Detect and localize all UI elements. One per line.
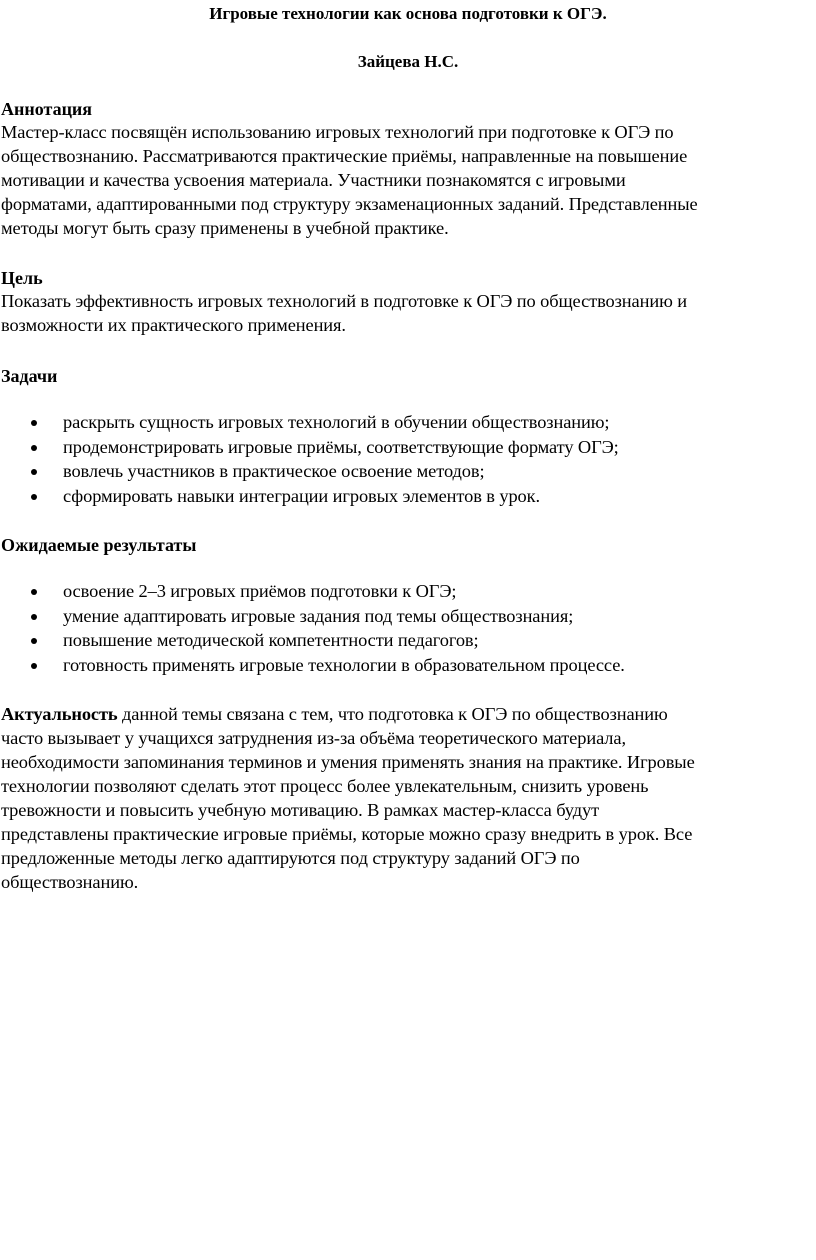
bullet-icon — [31, 663, 37, 669]
tasks-list — [1, 410, 813, 508]
bullet-icon — [31, 589, 37, 595]
list-item — [1, 410, 813, 435]
relevance-line: данной темы связана с тем, что подготовка к ОГЭ по обществознанию — [117, 704, 668, 724]
annotation-line: обществознанию. Рассматриваются практические приёмы, направленные на повышение — [1, 146, 688, 166]
goal-line: возможности их практического применения. — [1, 315, 346, 335]
bullet-icon — [31, 638, 37, 644]
list-item — [1, 435, 813, 460]
list-item-text: продемонстрировать игровые приёмы, соответствующие формату ОГЭ; — [63, 436, 619, 457]
annotation-line: Мастер-класс посвящён использованию игровых технологий при подготовке к ОГЭ по — [1, 122, 674, 142]
list-item-text: повышение методической компетентности педагогов; — [63, 630, 479, 650]
relevance-line: технологии позволяют сделать этот процесс более увлекательным, снизить уровень — [1, 776, 649, 796]
results-heading: Ожидаемые результаты — [1, 535, 197, 555]
list-item — [1, 484, 813, 509]
list-item-text: готовность применять игровые технологии в образовательном процессе. — [63, 654, 625, 675]
relevance-line: тревожности и повысить учебную мотивацию. В рамках мастер-класса будут — [1, 800, 600, 820]
tasks-section — [1, 365, 813, 387]
bullet-icon — [31, 469, 37, 475]
relevance-line: предложенные методы легко адаптируются под структуру заданий ОГЭ по — [1, 848, 580, 868]
annotation-line: форматами, адаптированными под структуру экзаменационных заданий. Представленные — [1, 194, 698, 214]
bullet-icon — [31, 420, 37, 426]
document-author: Зайцева Н.С. — [357, 52, 459, 71]
bullet-icon — [31, 494, 37, 500]
tasks-heading: Задачи — [1, 366, 58, 386]
annotation-text — [1, 120, 813, 240]
relevance-line: представлены практические игровые приёмы, которые можно сразу внедрить в урок. Все — [1, 824, 693, 844]
list-item-text: сформировать навыки интеграции игровых элементов в урок. — [63, 485, 540, 506]
annotation-heading: Аннотация — [1, 99, 93, 119]
results-list-wrap — [1, 579, 813, 677]
relevance-line: необходимости запоминания терминов и умения применять знания на практике. Игровые — [1, 752, 695, 772]
goal-text — [1, 289, 813, 337]
goal-heading: Цель — [1, 268, 43, 288]
relevance-section — [1, 702, 813, 894]
bullet-icon — [31, 445, 37, 451]
list-item — [1, 459, 813, 484]
relevance-line: часто вызывает у учащихся затруднения из-за объёма теоретического материала, — [1, 728, 626, 748]
results-list — [1, 579, 813, 677]
list-item-text: вовлечь участников в практическое освоение методов; — [63, 461, 485, 481]
relevance-lead: Актуальность — [1, 704, 118, 724]
document-title: Игровые технологии как основа подготовки к ОГЭ. — [209, 4, 607, 23]
annotation-section — [1, 98, 813, 240]
results-section — [1, 534, 813, 556]
goal-line: Показать эффективность игровых технологий в подготовке к ОГЭ по обществознанию и — [1, 291, 687, 311]
list-item — [1, 628, 813, 653]
list-item-text: раскрыть сущность игровых технологий в обучении обществознанию; — [63, 412, 610, 432]
annotation-line: мотивации и качества усвоения материала. Участники познакомятся с игровыми — [1, 170, 626, 190]
list-item — [1, 604, 813, 629]
list-item — [1, 579, 813, 604]
relevance-line: обществознанию. — [1, 872, 139, 892]
annotation-line: методы могут быть сразу применены в учебной практике. — [1, 218, 449, 238]
list-item-text: освоение 2–3 игровых приёмов подготовки к ОГЭ; — [63, 581, 457, 601]
relevance-text — [1, 702, 813, 894]
list-item-text: умение адаптировать игровые задания под темы обществознания; — [63, 605, 574, 626]
goal-section — [1, 267, 813, 337]
bullet-icon — [31, 614, 37, 620]
tasks-list-wrap — [1, 410, 813, 508]
list-item — [1, 653, 813, 678]
